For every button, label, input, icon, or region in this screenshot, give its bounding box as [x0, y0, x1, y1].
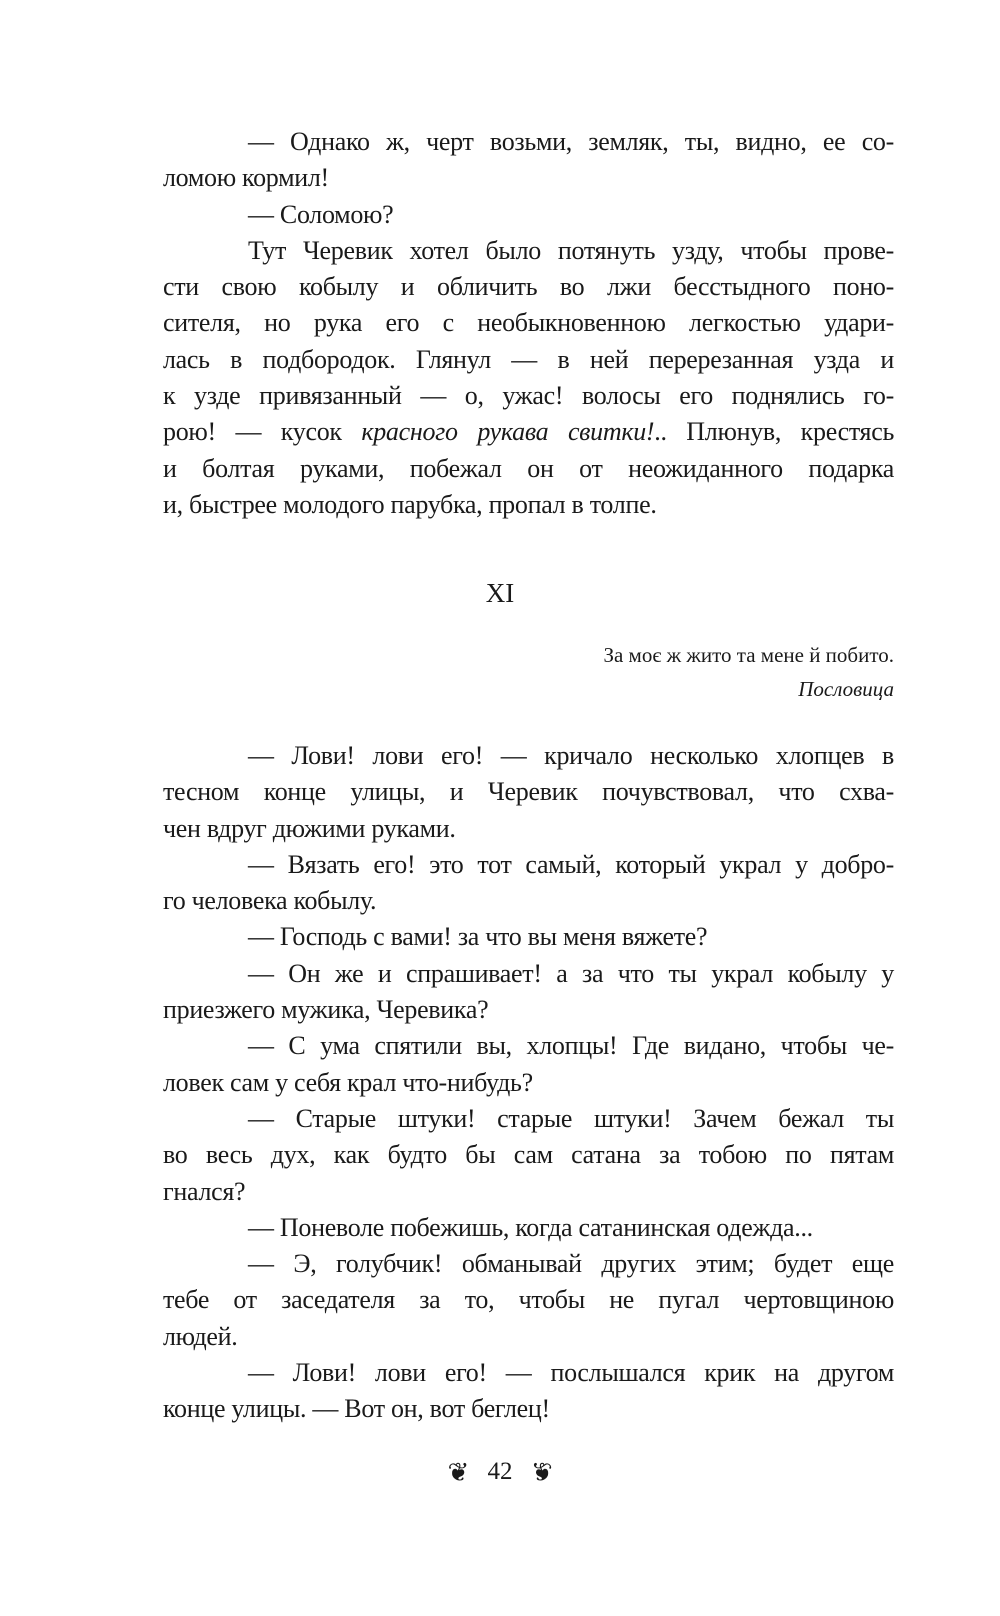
text-line-content: — Лови! лови его! — кричало несколько хлопцев в: [248, 741, 894, 770]
text-line-content: го человека кобылу.: [163, 886, 377, 916]
text-line: [163, 738, 894, 774]
text-line-content: лась в подбородок. Глянул — в ней перерезанная узда и: [163, 344, 894, 374]
text-line-content: — Лови! лови его! — послышался крик на другом: [248, 1358, 894, 1388]
text-line: [163, 1246, 894, 1282]
chapter-number: XI: [485, 578, 515, 608]
text-line-content: ломою кормил!: [163, 163, 329, 193]
text-line: [163, 1391, 894, 1427]
text-line-content: — Поневоле побежишь, когда сатанинская одежда...: [248, 1212, 813, 1242]
text-segment: .. Плюнув, крестясь: [654, 417, 895, 447]
text-line: [163, 1101, 894, 1137]
text-line: [163, 305, 894, 341]
page-number: 42: [487, 1458, 513, 1485]
text-line: [163, 992, 894, 1028]
text-line: [163, 1355, 894, 1391]
text-line: [163, 342, 894, 378]
page-footer: [0, 1458, 1000, 1488]
text-line-content: тесном конце улицы, и Черевик почувствовал, что схва-: [163, 777, 894, 807]
text-line-content: во весь дух, как будто бы сам сатана за тобою по пятам: [163, 1140, 894, 1170]
text-line: [163, 1137, 894, 1173]
text-line-content: — Он же и спрашивает! а за что ты украл кобылу у: [248, 958, 894, 988]
epigraph: [603, 638, 894, 706]
italic-segment: красного рукава свитки!: [361, 417, 655, 447]
text-line-content: ловек сам у себя крал что-нибудь?: [163, 1067, 533, 1097]
text-line: [163, 1282, 894, 1318]
text-line-content: людей.: [163, 1321, 238, 1351]
text-line: [163, 487, 894, 523]
text-line: [163, 197, 894, 233]
ornament-left-icon: ❦: [447, 1458, 470, 1488]
text-line-content: тебе от заседателя за то, чтобы не пугал чертовщиною: [163, 1285, 894, 1315]
text-line-content: — Старые штуки! старые штуки! Зачем бежал ты: [248, 1103, 894, 1133]
text-line-content: Тут Черевик хотел было потянуть узду, чтобы прове-: [248, 235, 894, 265]
text-line-content: — С ума спятили вы, хлопцы! Где видано, чтобы че-: [248, 1031, 894, 1061]
text-line-content: и болтая руками, побежал он от неожиданного подарка: [163, 453, 894, 483]
text-line-content: конце улицы. — Вот он, вот беглец!: [163, 1394, 550, 1424]
text-block-bottom: [163, 738, 894, 1428]
epigraph-source-text: Пословица: [798, 677, 894, 701]
epigraph-text: За моє ж жито та мене й побито.: [603, 643, 894, 667]
text-line: [163, 919, 894, 955]
text-line-content: — Однако ж, черт возьми, земляк, ты, видно, ее со-: [248, 127, 894, 156]
text-line-content: — Соломою?: [248, 199, 394, 229]
text-line: [163, 451, 894, 487]
text-line: [163, 414, 894, 450]
text-line: [163, 1174, 894, 1210]
text-line: [163, 1210, 894, 1246]
text-line: [163, 774, 894, 810]
text-line: [163, 124, 894, 160]
text-line: [163, 269, 894, 305]
text-line-content: чен вдруг дюжими руками.: [163, 813, 456, 843]
text-line: [163, 233, 894, 269]
text-line: [163, 378, 894, 414]
text-line-content: — Вязать его! это тот самый, который украл у добро-: [248, 849, 894, 879]
text-line: [163, 160, 894, 196]
text-line-content: сителя, но рука его с необыкновенною легкостью удари-: [163, 308, 894, 338]
text-line: [163, 1028, 894, 1064]
text-line-content: — Э, голубчик! обманывай других этим; будет еще: [248, 1249, 894, 1279]
ornament-right-icon: ❦: [530, 1458, 553, 1488]
text-line: [163, 811, 894, 847]
text-segment: рою! — кусок: [163, 417, 362, 447]
text-line-content: приезжего мужика, Черевика?: [163, 995, 489, 1025]
text-line-content: [163, 414, 894, 450]
text-line-content: к узде привязанный — о, ужас! волосы его поднялись го-: [163, 381, 894, 411]
text-line: [163, 1065, 894, 1101]
text-line-content: — Господь с вами! за что вы меня вяжете?: [248, 922, 708, 952]
text-block-top: [163, 124, 894, 523]
text-line-content: сти свою кобылу и обличить во лжи бесстыдного поно-: [163, 272, 894, 302]
epigraph-source: [603, 672, 894, 706]
text-line: [163, 883, 894, 919]
text-line: [163, 847, 894, 883]
text-line-content: гнался?: [163, 1176, 246, 1206]
text-line-content: и, быстрее молодого парубка, пропал в толпе.: [163, 489, 657, 519]
text-line: [163, 1319, 894, 1355]
text-line: [163, 956, 894, 992]
